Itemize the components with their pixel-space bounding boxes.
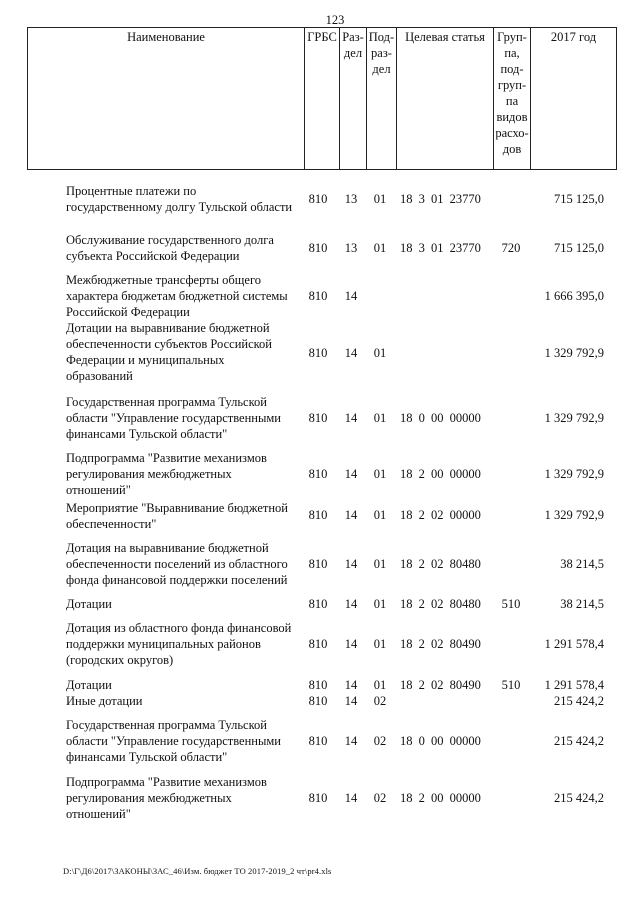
row-razdel: 14 [344,694,358,708]
row-name: Дотации [66,597,112,611]
row-podrazdel: 01 [373,637,387,651]
row-razdel: 14 [344,557,358,571]
row-grbs: 810 [308,289,328,303]
row-razdel: 14 [344,289,358,303]
row-podrazdel: 02 [373,791,387,805]
row-target: 18 0 00 00000 [400,411,481,425]
header-name: Наименование [28,28,305,169]
row-grbs: 810 [308,508,328,522]
row-target: 18 2 00 00000 [400,467,481,481]
row-grbs: 810 [308,411,328,425]
row-grbs: 810 [308,678,328,692]
header-year: 2017 год [550,30,597,44]
row-grbs: 810 [308,557,328,571]
row-grbs: 810 [308,346,328,360]
row-amount: 38 214,5 [560,557,604,571]
row-grbs: 810 [308,734,328,748]
row-podrazdel: 01 [373,241,387,255]
row-razdel: 13 [344,192,358,206]
header-podrazdel: Под- раз- дел [367,28,397,169]
row-amount: 1 291 578,4 [544,678,604,692]
row-amount: 1 291 578,4 [544,637,604,651]
row-amount: 1 329 792,9 [544,467,604,481]
row-name: Мероприятие "Выравнивание бюджетной обеспеченности" [66,501,288,531]
row-target: 18 2 02 80490 [400,637,481,651]
row-name: Дотация из областного фонда финансовой поддержки муниципальных районов (городских округов) [66,621,292,667]
row-target: 18 3 01 23770 [400,241,481,255]
row-podrazdel: 01 [373,192,387,206]
row-razdel: 14 [344,734,358,748]
header-expense-group: Груп- па, под- груп- па видов расхо- дов [494,28,531,169]
page-number: 123 [325,13,345,27]
row-target: 18 2 02 80480 [400,557,481,571]
row-amount: 215 424,2 [554,791,604,805]
row-razdel: 14 [344,791,358,805]
file-path-footer: D:\Г\Д6\2017\ЗАКОНЫ\ЗАС_46\Изм. бюджет ТО 2017-2019_2 чт\pr4.xls [63,866,332,876]
row-group: 510 [501,678,521,692]
row-group: 720 [501,241,521,255]
row-amount: 1 329 792,9 [544,346,604,360]
row-name: Процентные платежи по государственному долгу Тульской области [66,184,293,214]
row-podrazdel: 02 [373,734,387,748]
row-grbs: 810 [308,694,328,708]
row-razdel: 14 [344,346,358,360]
row-razdel: 14 [344,411,358,425]
row-name: Обслуживание государственного долга субъекта Российской Федерации [66,233,274,263]
row-grbs: 810 [308,597,328,611]
row-name: Дотация на выравнивание бюджетной обеспеченности поселений из областного фонда финансовой поддержки поселений [66,541,288,587]
row-razdel: 14 [344,637,358,651]
row-razdel: 13 [344,241,358,255]
row-podrazdel: 01 [373,557,387,571]
row-podrazdel: 01 [373,678,387,692]
row-grbs: 810 [308,791,328,805]
row-podrazdel: 02 [373,694,387,708]
row-podrazdel: 01 [373,346,387,360]
row-name: Дотации на выравнивание бюджетной обеспеченности субъектов Российской Федерации и муниципальных образований [66,321,272,383]
row-amount: 715 125,0 [554,192,604,206]
row-target: 18 3 01 23770 [400,192,481,206]
row-amount: 1 329 792,9 [544,508,604,522]
header-razdel: Раз- дел [340,28,367,169]
row-name: Государственная программа Тульской области "Управление государственными финансами Тульской области" [66,718,281,764]
row-podrazdel: 01 [373,467,387,481]
row-name: Межбюджетные трансферты общего характера бюджетам бюджетной системы Российской Федерации [66,273,288,319]
header-grbs: ГРБС [305,28,340,169]
row-amount: 38 214,5 [560,597,604,611]
row-name: Подпрограмма "Развитие механизмов регулирования межбюджетных отношений" [66,775,267,821]
row-podrazdel: 01 [373,508,387,522]
header-target-article: Целевая статья [397,28,494,169]
row-name: Дотации [66,678,112,692]
row-amount: 1 329 792,9 [544,411,604,425]
row-amount: 215 424,2 [554,694,604,708]
row-target: 18 2 02 00000 [400,508,481,522]
row-name: Подпрограмма "Развитие механизмов регулирования межбюджетных отношений" [66,451,267,497]
row-target: 18 2 00 00000 [400,791,481,805]
row-amount: 1 666 395,0 [544,289,604,303]
row-podrazdel: 01 [373,597,387,611]
row-razdel: 14 [344,597,358,611]
row-group: 510 [501,597,521,611]
row-grbs: 810 [308,637,328,651]
row-razdel: 14 [344,467,358,481]
row-target: 18 0 00 00000 [400,734,481,748]
row-amount: 215 424,2 [554,734,604,748]
row-target: 18 2 02 80490 [400,678,481,692]
row-amount: 715 125,0 [554,241,604,255]
row-razdel: 14 [344,508,358,522]
row-grbs: 810 [308,241,328,255]
row-name: Иные дотации [66,694,143,708]
table-header [27,27,617,170]
row-podrazdel: 01 [373,411,387,425]
row-name: Государственная программа Тульской области "Управление государственными финансами Тульской области" [66,395,281,441]
row-target: 18 2 02 80480 [400,597,481,611]
row-grbs: 810 [308,467,328,481]
row-razdel: 14 [344,678,358,692]
row-grbs: 810 [308,192,328,206]
